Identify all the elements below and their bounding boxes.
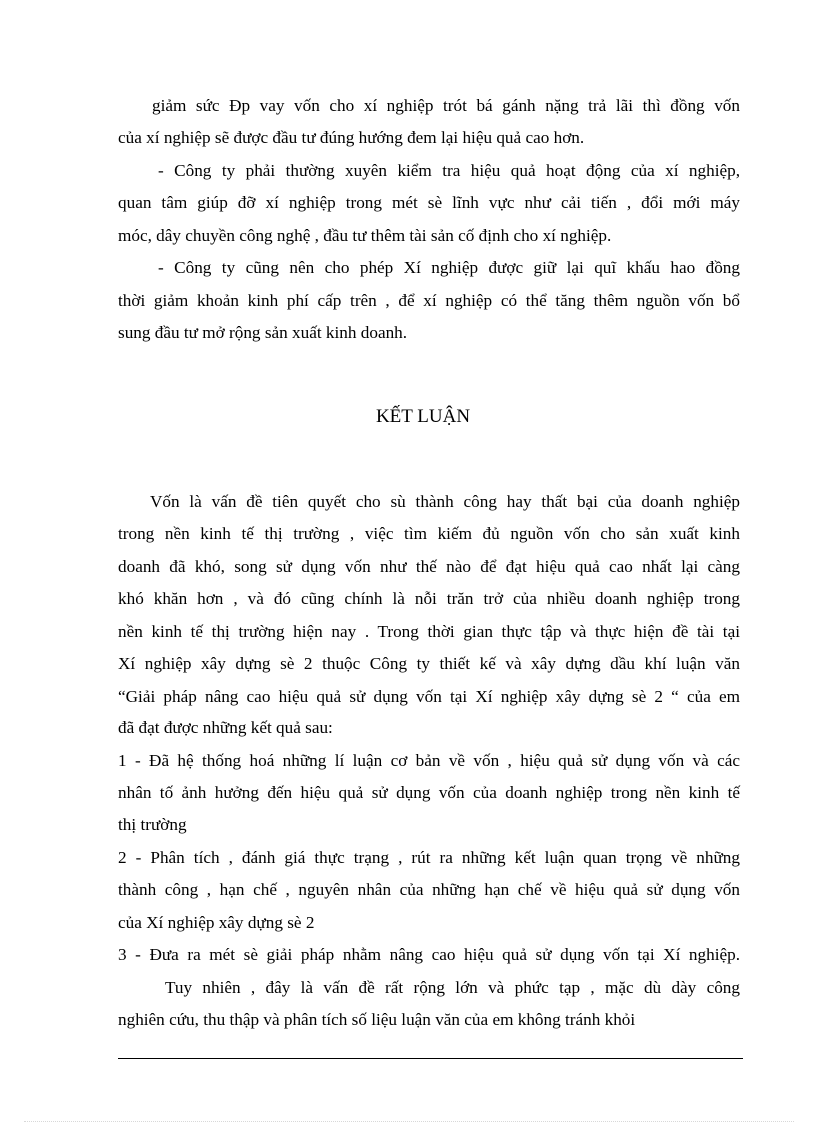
text-line: khó khăn hơn , và đó cũng chính là nỗi trăn trở của nhiều doanh nghiệp trong <box>118 589 740 608</box>
text-line: “Giải pháp nâng cao hiệu quả sử dụng vốn tại Xí nghiệp xây dựng sè 2 “ của em <box>118 687 740 706</box>
text-line: giảm sức Đp vay vốn cho xí nghiệp trót bá gánh nặng trả lãi thì đồng vốn <box>152 96 740 115</box>
footer-rule <box>118 1058 743 1059</box>
text-line: - Công ty phải thường xuyên kiểm tra hiệu quả hoạt động của xí nghiệp, <box>158 161 740 180</box>
text-line: của Xí nghiệp xây dựng sè 2 <box>118 913 315 932</box>
page-edge-dotted-line <box>24 1121 794 1122</box>
text-line: của xí nghiệp sẽ được đầu tư đúng hướng đem lại hiệu quả cao hơn. <box>118 128 585 147</box>
text-line: quan tâm giúp đỡ xí nghiệp trong mét sè lĩnh vực như cải tiến , đổi mới máy <box>118 193 740 212</box>
text-line: móc, dây chuyền công nghệ , đầu tư thêm tài sản cố định cho xí nghiệp. <box>118 226 612 245</box>
text-line: sung đầu tư mở rộng sản xuất kinh doanh. <box>118 323 408 342</box>
text-line: nền kinh tế thị trường hiện nay . Trong thời gian thực tập và thực hiện đề tài tại <box>118 622 740 641</box>
text-line: trong nền kinh tế thị trường , việc tìm kiếm đủ nguồn vốn cho sản xuất kinh <box>118 524 740 543</box>
text-line: nghiên cứu, thu thập và phân tích số liệu luận văn của em không tránh khỏi <box>118 1010 636 1029</box>
list-item: 3 - Đưa ra mét sè giải pháp nhằm nâng cao hiệu quả sử dụng vốn tại Xí nghiệp. <box>118 945 740 964</box>
text-line: thành công , hạn chế , nguyên nhân của những hạn chế về hiệu quả sử dụng vốn <box>118 880 740 899</box>
text-line: thị trường <box>118 815 187 834</box>
section-heading: KẾT LUẬN <box>375 406 471 427</box>
text-line: thời giảm khoản kinh phí cấp trên , để xí nghiệp có thể tăng thêm nguồn vốn bổ <box>118 291 740 310</box>
list-item: 1 - Đã hệ thống hoá những lí luận cơ bản về vốn , hiệu quả sử dụng vốn và các <box>118 751 740 770</box>
text-line: nhân tố ảnh hưởng đến hiệu quả sử dụng vốn của doanh nghiệp trong nền kinh tế <box>118 783 740 802</box>
text-line: doanh đã khó, song sử dụng vốn như thế nào để đạt hiệu quả cao nhất lại càng <box>118 557 740 576</box>
text-line: đã đạt được những kết quả sau: <box>118 718 333 737</box>
text-line: Vốn là vấn đề tiên quyết cho sù thành công hay thất bại của doanh nghiệp <box>150 492 740 511</box>
list-item: 2 - Phân tích , đánh giá thực trạng , rút ra những kết luận quan trọng về những <box>118 848 740 867</box>
text-line: - Công ty cũng nên cho phép Xí nghiệp được giữ lại quĩ khấu hao đồng <box>158 258 740 277</box>
text-line: Xí nghiệp xây dựng sè 2 thuộc Công ty thiết kế và xây dựng dầu khí luận văn <box>118 654 740 673</box>
text-line: Tuy nhiên , đây là vấn đề rất rộng lớn và phức tạp , mặc dù dày công <box>165 978 740 997</box>
